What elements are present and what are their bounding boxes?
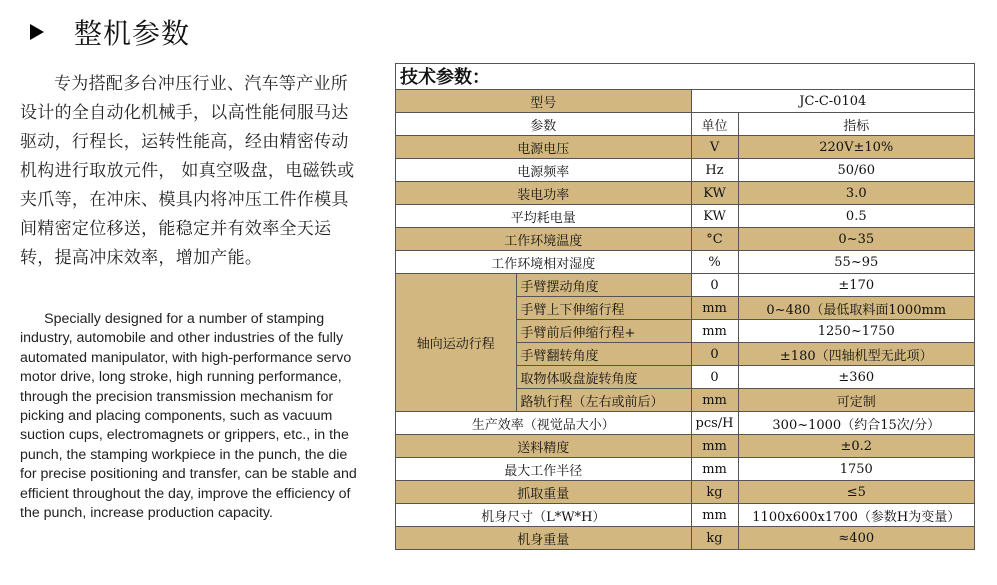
unit-cell: mm	[691, 435, 738, 458]
unit-cell: kg	[691, 527, 738, 550]
param-cell: 平均耗电量	[396, 205, 691, 228]
unit-cell: pcs/H	[691, 412, 738, 435]
value-cell: 1100x600x1700（参数H为变量）	[738, 504, 974, 527]
spec-table-box	[395, 63, 975, 550]
table-row	[396, 274, 974, 297]
table-row	[396, 182, 974, 205]
param-cell: 手臂上下伸缩行程	[516, 297, 691, 320]
table-row	[396, 458, 974, 481]
table-row	[396, 481, 974, 504]
value-cell: 300~1000（约合15次/分）	[738, 412, 974, 435]
page-title: 整机参数	[74, 17, 191, 50]
unit-cell: KW	[691, 182, 738, 205]
param-cell: 手臂翻转角度	[516, 343, 691, 366]
value-cell: ±0.2	[738, 435, 974, 458]
unit-cell: V	[691, 136, 738, 159]
param-cell: 送料精度	[396, 435, 691, 458]
unit-cell: 0	[691, 274, 738, 297]
value-cell: ±170	[738, 274, 974, 297]
table-row	[396, 412, 974, 435]
unit-cell: Hz	[691, 159, 738, 182]
table-row	[396, 205, 974, 228]
unit-cell: 0	[691, 343, 738, 366]
param-cell: 电源电压	[396, 136, 691, 159]
unit-cell: mm	[691, 504, 738, 527]
unit-cell: mm	[691, 389, 738, 412]
param-cell: 电源频率	[396, 159, 691, 182]
table-row	[396, 527, 974, 550]
header-value: 指标	[738, 113, 974, 136]
unit-cell: 0	[691, 366, 738, 389]
param-cell: 手臂摆动角度	[516, 274, 691, 297]
spec-table	[396, 90, 974, 549]
section-heading	[30, 12, 190, 52]
table-row	[396, 159, 974, 182]
table-row	[396, 435, 974, 458]
intro-chinese: 专为搭配多台冲压行业、汽车等产业所设计的全自动化机械手，以高性能伺服马达驱动，行程长，运转性能高，经由精密传动机构进行取放元件， 如真空吸盘，电磁铁或夹爪等，在冲床、模具内将冲压工件作模具间精密定位移送，能稳定并有效率全天运转，提高冲床效率，增加产能。	[20, 74, 355, 268]
unit-cell: mm	[691, 320, 738, 343]
model-label: 型号	[396, 90, 691, 113]
unit-cell: °C	[691, 228, 738, 251]
param-cell: 工作环境相对湿度	[396, 251, 691, 274]
header-unit: 单位	[691, 113, 738, 136]
value-cell: 0~480（最低取料面1000mm	[738, 297, 974, 320]
value-cell: 1750	[738, 458, 974, 481]
value-cell: ≈400	[738, 527, 974, 550]
param-cell: 机身重量	[396, 527, 691, 550]
value-cell: 1250~1750	[738, 320, 974, 343]
param-cell: 取物体吸盘旋转角度	[516, 366, 691, 389]
axis-group-label: 轴向运动行程	[396, 274, 516, 412]
triangle-bullet-icon	[30, 24, 44, 40]
value-cell: 3.0	[738, 182, 974, 205]
spec-title: 技术参数：	[396, 64, 974, 90]
value-cell: 0.5	[738, 205, 974, 228]
unit-cell: KW	[691, 205, 738, 228]
unit-cell: mm	[691, 458, 738, 481]
value-cell: ±180（四轴机型无此项）	[738, 343, 974, 366]
param-cell: 手臂前后伸缩行程+	[516, 320, 691, 343]
unit-cell: mm	[691, 297, 738, 320]
param-cell: 抓取重量	[396, 481, 691, 504]
table-row	[396, 504, 974, 527]
value-cell: 55~95	[738, 251, 974, 274]
param-cell: 最大工作半径	[396, 458, 691, 481]
table-row	[396, 228, 974, 251]
param-cell: 工作环境温度	[396, 228, 691, 251]
header-row	[396, 113, 974, 136]
value-cell: 50/60	[738, 159, 974, 182]
value-cell: 220V±10%	[738, 136, 974, 159]
value-cell: ±360	[738, 366, 974, 389]
unit-cell: %	[691, 251, 738, 274]
table-row	[396, 136, 974, 159]
param-cell: 装电功率	[396, 182, 691, 205]
header-param: 参数	[396, 113, 691, 136]
table-row	[396, 251, 974, 274]
value-cell: ≤5	[738, 481, 974, 504]
intro-english: Specially designed for a number of stamping industry, automobile and other industries of the fully automated manipulator, with high-performance servo motor drive, long stroke, high running performance, through the precision transmission mechanism for picking and placing components, such as vacuum suction cups, electromagnets or grippers, etc., in the punch, the stamping workpiece in the punch, the die for precise positioning and transfer, can be stable and efficient throughout the day, improve the efficiency of the punch, increase production capacity.	[20, 311, 357, 522]
param-cell: 生产效率（视觉品大小）	[396, 412, 691, 435]
model-value: JC-C-0104	[691, 90, 974, 113]
unit-cell: kg	[691, 481, 738, 504]
param-cell: 机身尺寸（L*W*H）	[396, 504, 691, 527]
value-cell: 可定制	[738, 389, 974, 412]
param-cell: 路轨行程（左右或前后）	[516, 389, 691, 412]
value-cell: 0~35	[738, 228, 974, 251]
model-row	[396, 90, 974, 113]
